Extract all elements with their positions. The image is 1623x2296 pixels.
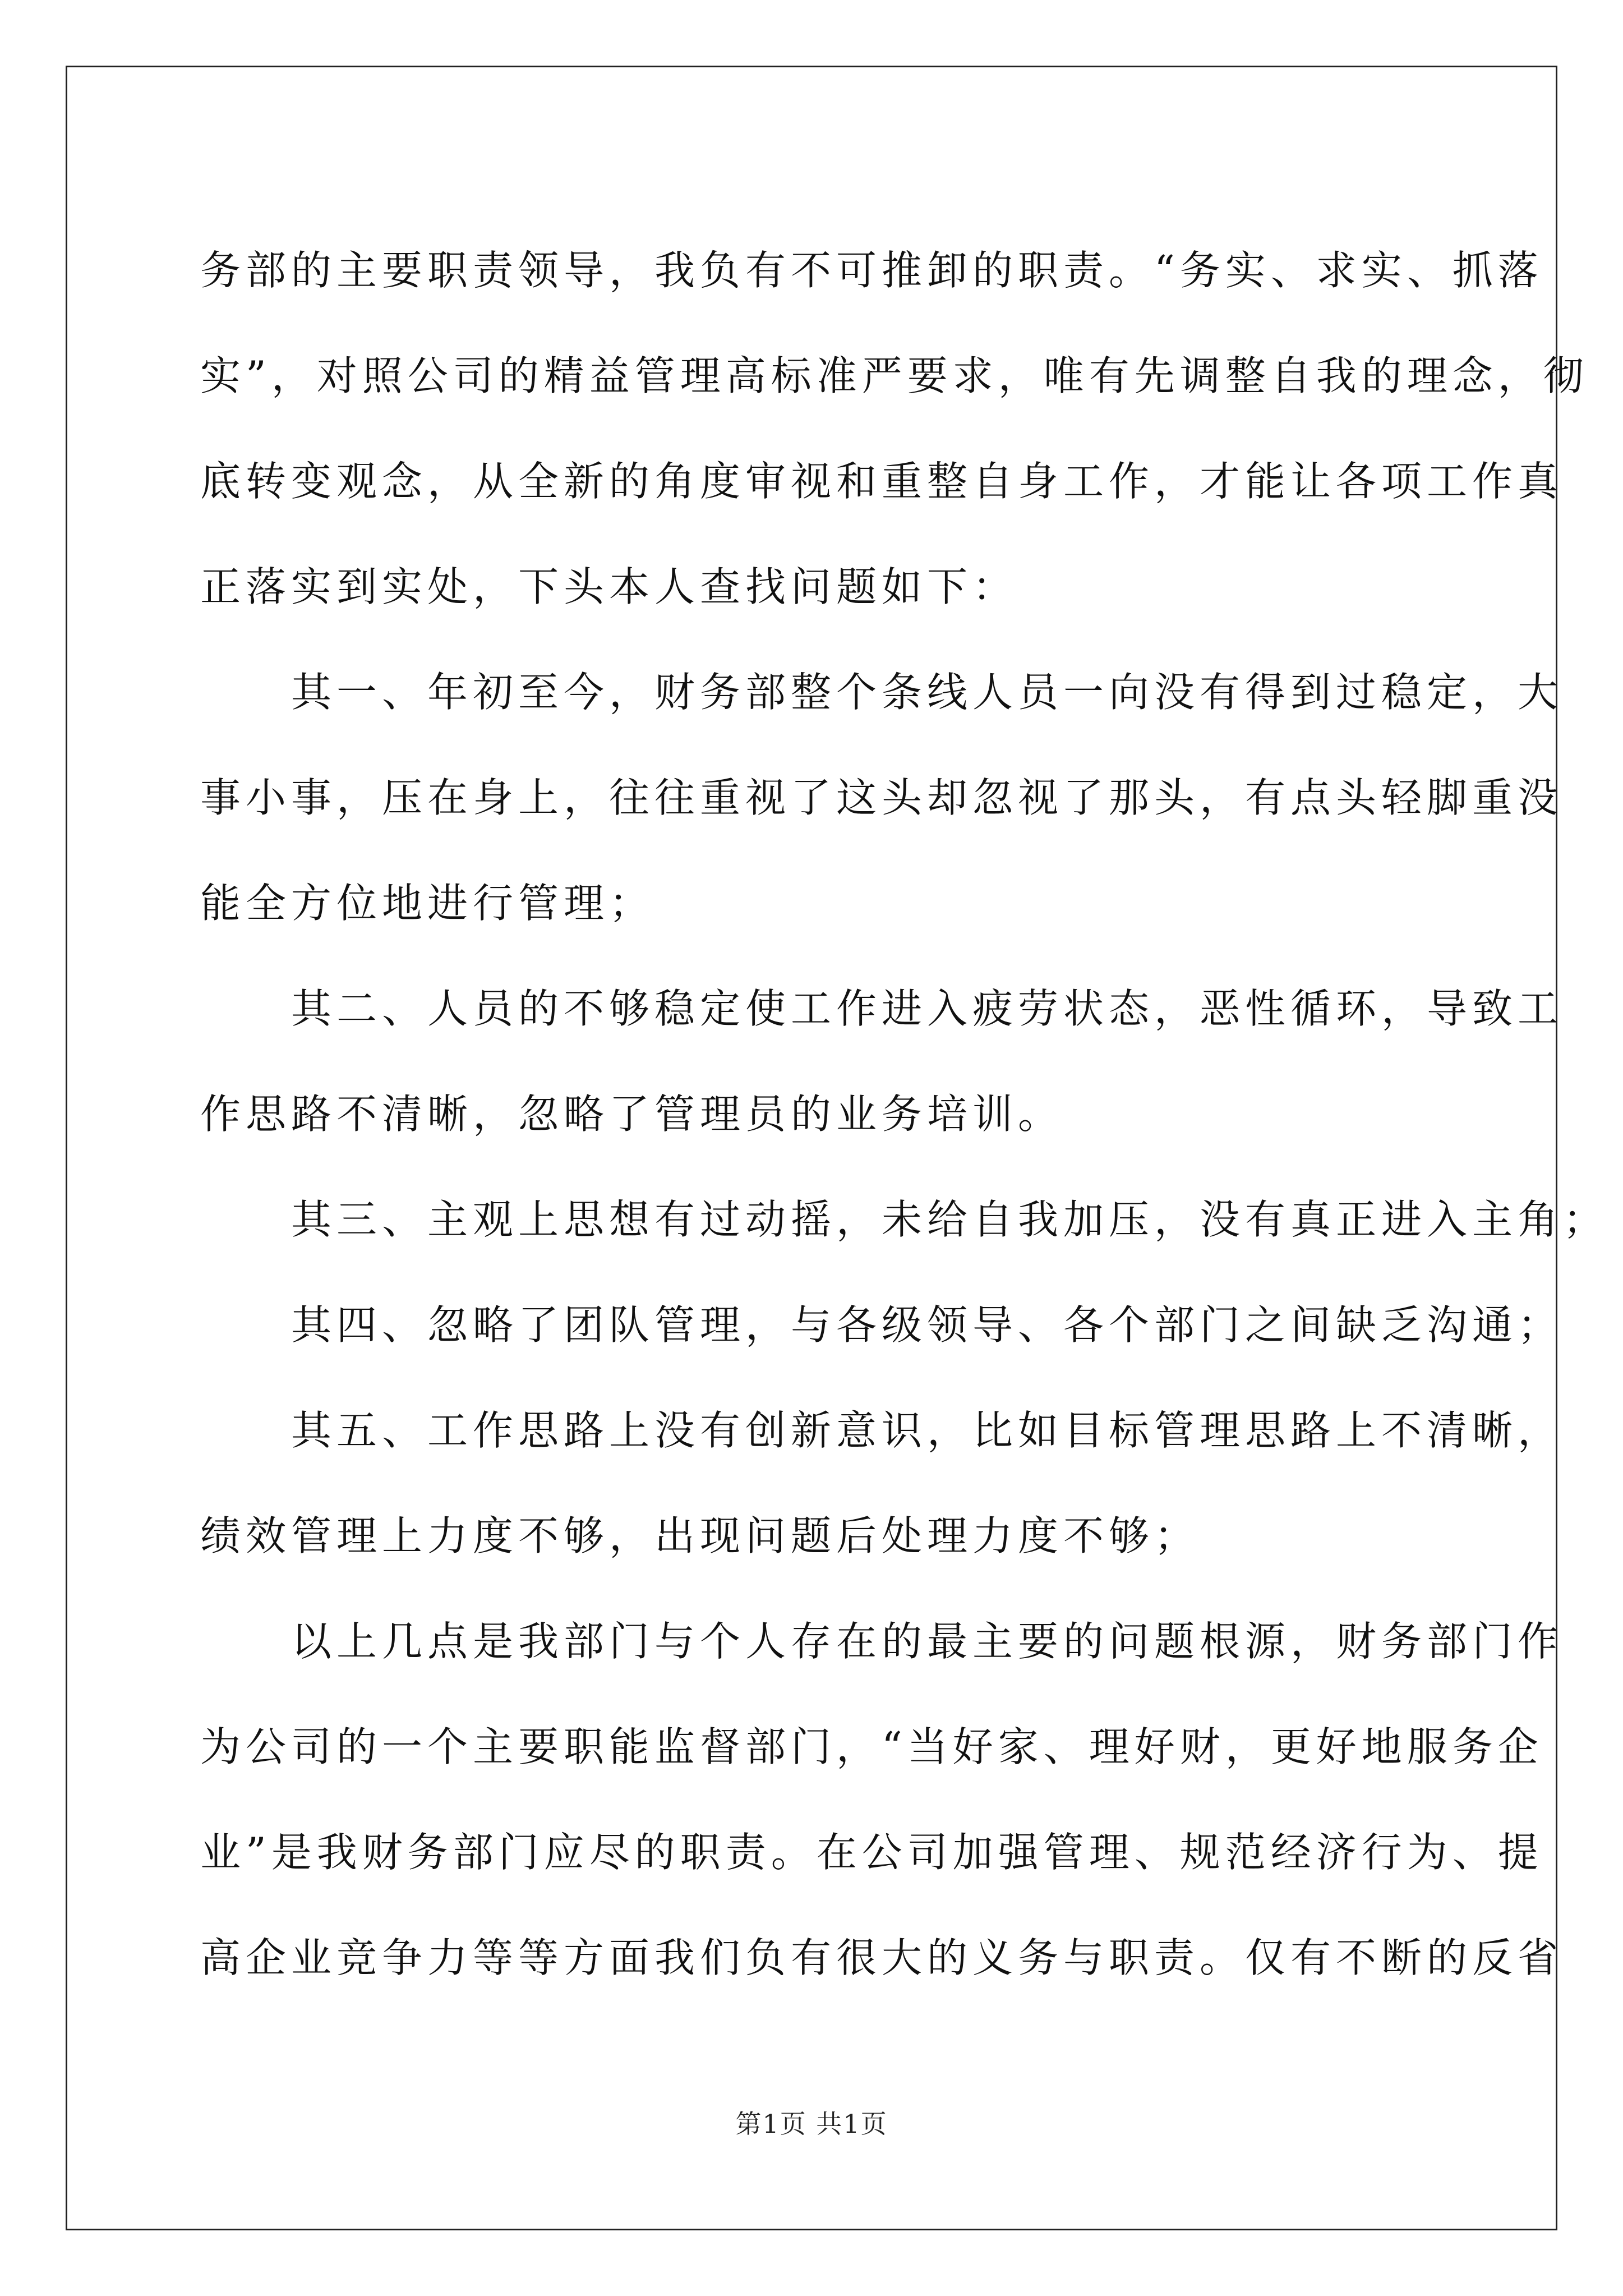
text-line: 正落实到实处，下头本人查找问题如下： <box>200 563 1018 610</box>
text-line: 高企业竞争力等等方面我们负有很大的义务与职责。仅有不断的反省 <box>200 1934 1564 1981</box>
text-line: 其五、工作思路上没有创新意识，比如目标管理思路上不清晰， <box>291 1407 1564 1454</box>
text-line: 其三、主观上思想有过动摇，未给自我加压，没有真正进入主角； <box>291 1196 1609 1243</box>
paragraph <box>200 956 1564 1167</box>
document-body <box>200 218 1609 2010</box>
paragraph <box>200 218 1589 639</box>
text-line: 业”是我财务部门应尽的职责。在公司加强管理、规范经济行为、提 <box>200 1829 1543 1876</box>
text-line: 务部的主要职责领导，我负有不可推卸的职责。“务实、求实、抓落 <box>200 247 1543 294</box>
paragraph <box>200 1272 1564 1378</box>
text-line: 绩效管理上力度不够，出现问题后处理力度不够； <box>200 1512 1200 1559</box>
text-line: 事小事，压在身上，往往重视了这头却忽视了那头，有点头轻脚重没 <box>200 774 1564 821</box>
text-line: 为公司的一个主要职能监督部门，“当好家、理好财，更好地服务企 <box>200 1723 1543 1770</box>
text-line: 其二、人员的不够稳定使工作进入疲劳状态，恶性循环，导致工 <box>291 985 1564 1032</box>
text-line: 底转变观念，从全新的角度审视和重整自身工作，才能让各项工作真 <box>200 458 1564 505</box>
paragraph <box>200 639 1564 956</box>
paragraph <box>200 1589 1564 2010</box>
text-line: 其四、忽略了团队管理，与各级领导、各个部门之间缺乏沟通； <box>291 1301 1564 1349</box>
paragraph <box>200 1167 1609 1272</box>
text-line: 其一、年初至今，财务部整个条线人员一向没有得到过稳定，大 <box>291 669 1564 716</box>
paragraph <box>200 1378 1564 1589</box>
text-line: 作思路不清晰，忽略了管理员的业务培训。 <box>200 1091 1064 1138</box>
text-line: 实”，对照公司的精益管理高标准严要求，唯有先调整自我的理念，彻 <box>200 352 1589 399</box>
page-number-footer: 第1页 共1页 <box>735 2109 888 2139</box>
text-line: 以上几点是我部门与个人存在的最主要的问题根源，财务部门作 <box>291 1618 1564 1665</box>
text-line: 能全方位地进行管理； <box>200 880 655 927</box>
